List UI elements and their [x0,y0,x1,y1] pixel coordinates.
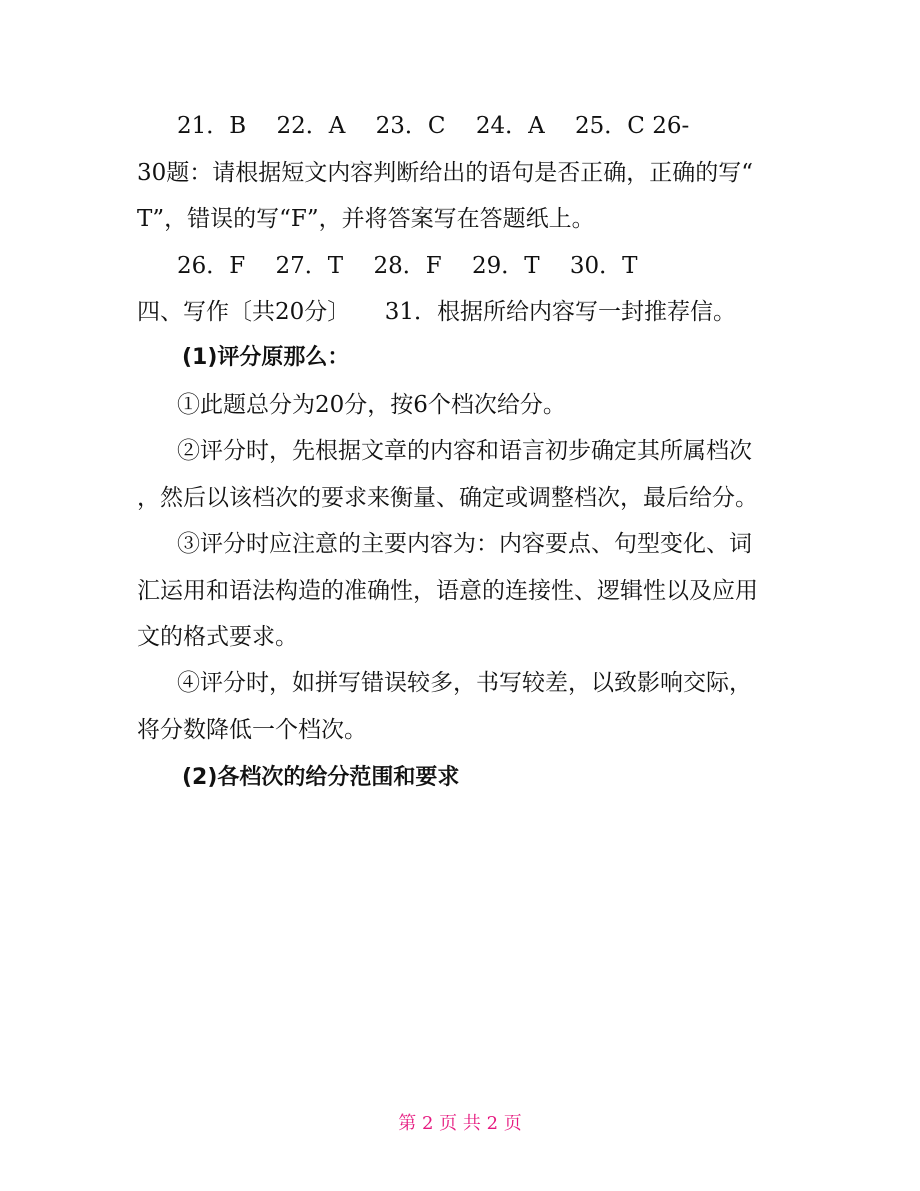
instruction-line-1: 30题：请根据短文内容判断给出的语句是否正确，正确的写“ [137,160,754,186]
rule-3-line-1: ③评分时应注意的主要内容为：内容要点、句型变化、词 [177,531,752,557]
rule-3-line-3: 文的格式要求。 [137,624,298,650]
answer-line-21-25: 21．B 22．A 23．C 24．A 25．C 26- [177,113,690,139]
section-heading-writing: 四、写作〔共20分〕 31．根据所给内容写一封推荐信。 [137,299,737,325]
rule-4-line-2: 将分数降低一个档次。 [137,717,367,743]
page-number-footer: 第 2 页 共 2 页 [398,1113,522,1134]
rule-2-line-2: ，然后以该档次的要求来衡量、确定或调整档次，最后给分。 [137,485,758,511]
instruction-line-2: T”，错误的写“F”，并将答案写在答题纸上。 [137,206,595,232]
rule-4-line-1: ④评分时，如拼写错误较多，书写较差，以致影响交际， [177,670,752,696]
grade-levels-heading: (2)各档次的给分范围和要求 [182,765,460,790]
rule-3-line-2: 汇运用和语法构造的准确性，语意的连接性、逻辑性以及应用 [137,578,758,604]
scoring-principles-heading: (1)评分原那么： [182,345,350,370]
rule-1: ①此题总分为20分，按6个档次给分。 [177,392,566,418]
rule-2-line-1: ②评分时，先根据文章的内容和语言初步确定其所属档次 [177,438,752,464]
answer-line-26-30: 26．F 27．T 28．F 29．T 30．T [177,253,638,279]
